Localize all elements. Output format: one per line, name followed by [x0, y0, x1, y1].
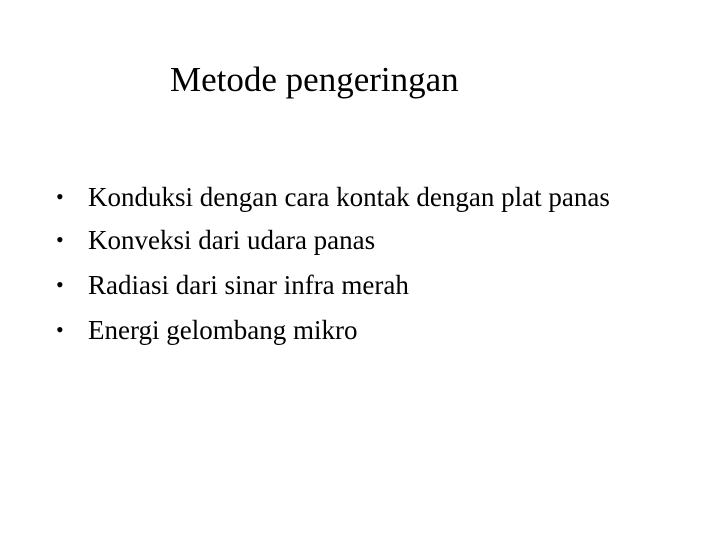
bullet-item [56, 181, 656, 213]
slide-title: Metode pengeringan [170, 60, 459, 99]
bullet-list [56, 181, 656, 359]
bullet-icon: • [56, 184, 64, 209]
bullet-icon: • [56, 272, 64, 297]
bullet-item [56, 224, 656, 256]
bullet-item [56, 314, 656, 346]
bullet-item [56, 269, 656, 301]
bullet-icon: • [56, 317, 64, 342]
bullet-text: Konveksi dari udara panas [88, 225, 376, 255]
bullet-text: Energi gelombang mikro [88, 315, 358, 345]
bullet-text: Konduksi dengan cara kontak dengan plat panas [88, 182, 610, 212]
bullet-icon: • [56, 227, 64, 252]
bullet-text: Radiasi dari sinar infra merah [88, 270, 409, 300]
